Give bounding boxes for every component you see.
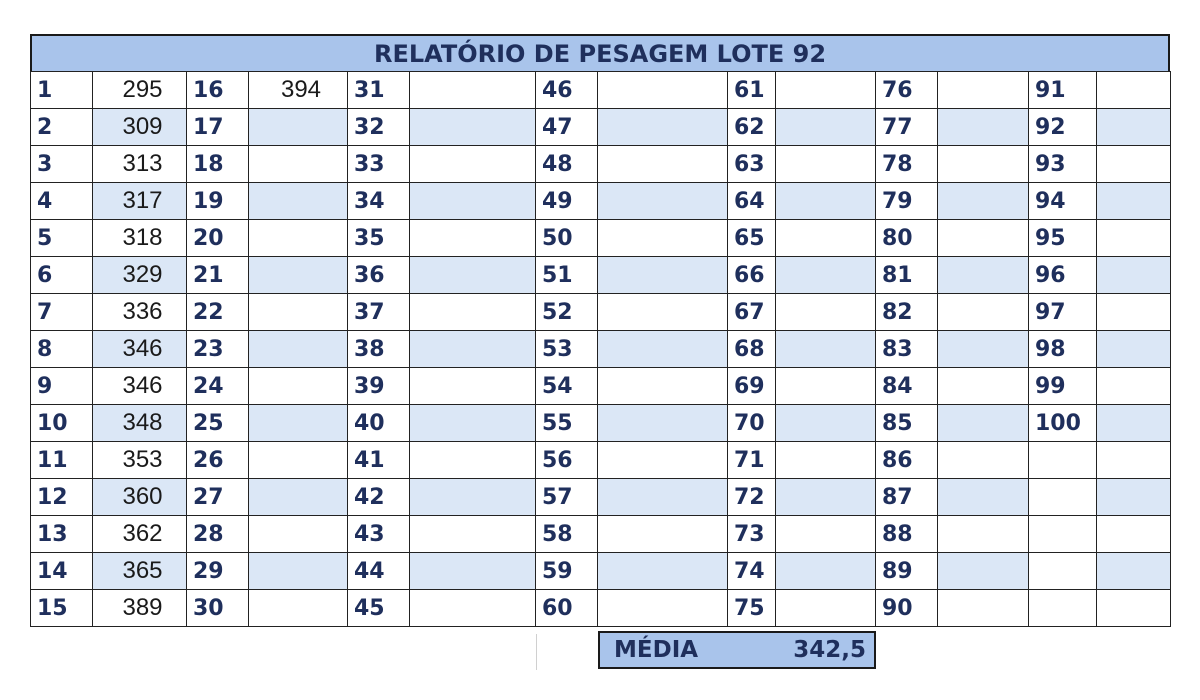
animal-number-cell: 76 [876,72,938,109]
animal-number-cell: 10 [31,405,93,442]
animal-number-cell: 85 [876,405,938,442]
animal-number-cell: 18 [187,146,249,183]
animal-number-cell: 33 [348,146,410,183]
weight-cell[interactable] [598,442,728,479]
weight-cell[interactable] [938,368,1029,405]
animal-number-cell: 36 [348,257,410,294]
animal-number-cell: 56 [536,442,598,479]
weight-cell[interactable] [249,257,348,294]
animal-number-cell: 28 [187,516,249,553]
animal-number-cell [1029,479,1097,516]
animal-number-cell: 89 [876,553,938,590]
animal-number-cell: 30 [187,590,249,627]
animal-number-cell: 13 [31,516,93,553]
animal-number-cell: 35 [348,220,410,257]
weight-cell[interactable] [598,553,728,590]
animal-number-cell: 81 [876,257,938,294]
weight-cell[interactable] [1097,257,1171,294]
weight-cell[interactable] [776,553,876,590]
weight-cell[interactable] [776,331,876,368]
weight-cell[interactable] [249,405,348,442]
weight-cell[interactable] [598,368,728,405]
animal-number-cell: 64 [728,183,776,220]
weight-cell[interactable] [938,479,1029,516]
weight-cell[interactable] [776,109,876,146]
animal-number-cell [1029,590,1097,627]
animal-number-cell: 58 [536,516,598,553]
weight-cell[interactable] [938,590,1029,627]
animal-number-cell: 12 [31,479,93,516]
weight-cell[interactable]: 309 [93,109,187,146]
animal-number-cell: 97 [1029,294,1097,331]
animal-number-cell: 72 [728,479,776,516]
animal-number-cell: 79 [876,183,938,220]
animal-number-cell: 91 [1029,72,1097,109]
weight-cell[interactable] [1097,331,1171,368]
animal-number-cell: 98 [1029,331,1097,368]
weight-cell[interactable] [938,72,1029,109]
weight-cell[interactable] [410,590,536,627]
weight-cell[interactable] [249,553,348,590]
table-row [31,183,1171,220]
animal-number-cell: 71 [728,442,776,479]
weight-cell[interactable] [938,442,1029,479]
animal-number-cell: 2 [31,109,93,146]
table-row [31,442,1171,479]
weight-cell[interactable]: 329 [93,257,187,294]
weight-cell[interactable] [410,220,536,257]
animal-number-cell: 37 [348,294,410,331]
animal-number-cell: 23 [187,331,249,368]
weight-cell[interactable] [410,405,536,442]
animal-number-cell: 80 [876,220,938,257]
weight-cell[interactable] [1097,146,1171,183]
animal-number-cell: 74 [728,553,776,590]
weight-cell[interactable] [598,109,728,146]
weight-cell[interactable] [249,294,348,331]
animal-number-cell: 66 [728,257,776,294]
table-row [31,109,1171,146]
sheet-gridline [536,634,537,670]
animal-number-cell: 49 [536,183,598,220]
weight-cell[interactable] [249,479,348,516]
animal-number-cell: 39 [348,368,410,405]
table-row [31,331,1171,368]
weight-cell[interactable] [776,368,876,405]
weight-cell[interactable] [1097,183,1171,220]
weight-cell[interactable] [776,183,876,220]
weight-cell[interactable] [410,146,536,183]
weight-cell[interactable] [598,590,728,627]
animal-number-cell: 82 [876,294,938,331]
weight-cell[interactable] [776,479,876,516]
animal-number-cell: 29 [187,553,249,590]
animal-number-cell [1029,442,1097,479]
weighing-report-sheet [30,34,1170,627]
weight-cell[interactable] [410,183,536,220]
weight-cell[interactable] [249,109,348,146]
weight-cell[interactable] [410,479,536,516]
weight-cell[interactable] [1097,294,1171,331]
weight-cell[interactable]: 360 [93,479,187,516]
animal-number-cell: 9 [31,368,93,405]
weight-cell[interactable] [249,442,348,479]
weight-cell[interactable] [776,146,876,183]
animal-number-cell: 20 [187,220,249,257]
weight-cell[interactable]: 317 [93,183,187,220]
weight-cell[interactable] [1097,590,1171,627]
weight-cell[interactable] [938,294,1029,331]
weight-cell[interactable] [410,72,536,109]
weight-cell[interactable] [938,220,1029,257]
weight-cell[interactable] [938,257,1029,294]
table-row [31,405,1171,442]
animal-number-cell: 83 [876,331,938,368]
animal-number-cell: 93 [1029,146,1097,183]
weight-cell[interactable] [1097,368,1171,405]
animal-number-cell: 45 [348,590,410,627]
animal-number-cell: 86 [876,442,938,479]
animal-number-cell: 46 [536,72,598,109]
weight-cell[interactable]: 389 [93,590,187,627]
animal-number-cell: 63 [728,146,776,183]
table-row [31,553,1171,590]
animal-number-cell: 87 [876,479,938,516]
animal-number-cell: 78 [876,146,938,183]
weight-cell[interactable] [410,257,536,294]
average-value: 342,5 [793,637,866,663]
weight-cell[interactable] [776,590,876,627]
weight-cell[interactable] [938,183,1029,220]
weight-cell[interactable] [938,109,1029,146]
animal-number-cell: 52 [536,294,598,331]
animal-number-cell: 15 [31,590,93,627]
animal-number-cell: 92 [1029,109,1097,146]
animal-number-cell: 96 [1029,257,1097,294]
table-row [31,294,1171,331]
animal-number-cell: 44 [348,553,410,590]
animal-number-cell: 73 [728,516,776,553]
weight-cell[interactable] [249,331,348,368]
weight-cell[interactable] [1097,109,1171,146]
animal-number-cell: 4 [31,183,93,220]
table-row [31,220,1171,257]
weight-cell[interactable] [410,331,536,368]
weight-cell[interactable]: 346 [93,368,187,405]
animal-number-cell: 77 [876,109,938,146]
animal-number-cell: 67 [728,294,776,331]
weight-cell[interactable] [598,146,728,183]
animal-number-cell: 55 [536,405,598,442]
weight-cell[interactable] [938,405,1029,442]
weight-cell[interactable]: 362 [93,516,187,553]
weight-cell[interactable] [598,220,728,257]
animal-number-cell: 31 [348,72,410,109]
animal-number-cell: 14 [31,553,93,590]
weight-cell[interactable] [776,72,876,109]
weight-cell[interactable]: 318 [93,220,187,257]
weight-cell[interactable]: 346 [93,331,187,368]
animal-number-cell: 34 [348,183,410,220]
animal-number-cell: 7 [31,294,93,331]
weight-cell[interactable] [410,109,536,146]
weight-cell[interactable] [776,257,876,294]
weight-cell[interactable] [598,183,728,220]
weight-cell[interactable] [598,405,728,442]
weight-cell[interactable] [938,516,1029,553]
animal-number-cell: 43 [348,516,410,553]
animal-number-cell: 40 [348,405,410,442]
animal-number-cell: 99 [1029,368,1097,405]
animal-number-cell: 22 [187,294,249,331]
weight-cell[interactable] [598,479,728,516]
weight-cell[interactable] [249,220,348,257]
weight-cell[interactable] [1097,442,1171,479]
animal-number-cell [1029,516,1097,553]
table-row [31,479,1171,516]
weight-cell[interactable] [410,368,536,405]
weight-cell[interactable]: 295 [93,72,187,109]
animal-number-cell [1029,553,1097,590]
animal-number-cell: 42 [348,479,410,516]
weight-cell[interactable] [598,331,728,368]
animal-number-cell: 59 [536,553,598,590]
animal-number-cell: 62 [728,109,776,146]
animal-number-cell: 48 [536,146,598,183]
weight-cell[interactable] [249,183,348,220]
animal-number-cell: 68 [728,331,776,368]
weight-cell[interactable] [410,553,536,590]
weight-cell[interactable] [776,220,876,257]
animal-number-cell: 6 [31,257,93,294]
animal-number-cell: 94 [1029,183,1097,220]
table-row [31,368,1171,405]
report-title: RELATÓRIO DE PESAGEM LOTE 92 [30,34,1170,71]
weight-cell[interactable] [938,331,1029,368]
animal-number-cell: 27 [187,479,249,516]
weight-cell[interactable]: 365 [93,553,187,590]
animal-number-cell: 1 [31,72,93,109]
weight-cell[interactable] [938,146,1029,183]
animal-number-cell: 38 [348,331,410,368]
weight-cell[interactable] [776,442,876,479]
weight-cell[interactable] [1097,516,1171,553]
weight-cell[interactable]: 336 [93,294,187,331]
animal-number-cell: 54 [536,368,598,405]
weight-cell[interactable]: 348 [93,405,187,442]
weight-cell[interactable] [1097,220,1171,257]
weight-cell[interactable] [410,442,536,479]
weight-cell[interactable] [249,590,348,627]
animal-number-cell: 26 [187,442,249,479]
animal-number-cell: 11 [31,442,93,479]
animal-number-cell: 57 [536,479,598,516]
animal-number-cell: 69 [728,368,776,405]
animal-number-cell: 8 [31,331,93,368]
weight-cell[interactable] [1097,405,1171,442]
table-row [31,146,1171,183]
weighing-table [30,71,1171,627]
weight-cell[interactable] [410,294,536,331]
average-box [598,631,876,669]
animal-number-cell: 3 [31,146,93,183]
table-row [31,516,1171,553]
weight-cell[interactable] [1097,72,1171,109]
animal-number-cell: 32 [348,109,410,146]
animal-number-cell: 17 [187,109,249,146]
weight-cell[interactable] [249,368,348,405]
weight-cell[interactable] [776,294,876,331]
animal-number-cell: 53 [536,331,598,368]
weight-cell[interactable] [249,516,348,553]
weight-cell[interactable] [598,294,728,331]
animal-number-cell: 70 [728,405,776,442]
weight-cell[interactable] [598,72,728,109]
animal-number-cell: 21 [187,257,249,294]
weight-cell[interactable] [1097,553,1171,590]
weight-cell[interactable] [1097,479,1171,516]
weight-cell[interactable] [249,146,348,183]
table-row [31,72,1171,109]
animal-number-cell: 47 [536,109,598,146]
weight-cell[interactable] [598,516,728,553]
animal-number-cell: 50 [536,220,598,257]
animal-number-cell: 100 [1029,405,1097,442]
weight-cell[interactable] [598,257,728,294]
average-label: MÉDIA [614,637,699,663]
animal-number-cell: 75 [728,590,776,627]
weighing-table-body [31,72,1171,627]
animal-number-cell: 19 [187,183,249,220]
weight-cell[interactable] [410,516,536,553]
animal-number-cell: 95 [1029,220,1097,257]
animal-number-cell: 60 [536,590,598,627]
weight-cell[interactable] [776,405,876,442]
weight-cell[interactable]: 313 [93,146,187,183]
animal-number-cell: 90 [876,590,938,627]
animal-number-cell: 88 [876,516,938,553]
weight-cell[interactable]: 353 [93,442,187,479]
animal-number-cell: 16 [187,72,249,109]
animal-number-cell: 51 [536,257,598,294]
table-row [31,590,1171,627]
animal-number-cell: 24 [187,368,249,405]
animal-number-cell: 61 [728,72,776,109]
table-row [31,257,1171,294]
animal-number-cell: 84 [876,368,938,405]
animal-number-cell: 5 [31,220,93,257]
weight-cell[interactable]: 394 [249,72,348,109]
weight-cell[interactable] [938,553,1029,590]
animal-number-cell: 25 [187,405,249,442]
animal-number-cell: 41 [348,442,410,479]
weight-cell[interactable] [776,516,876,553]
animal-number-cell: 65 [728,220,776,257]
